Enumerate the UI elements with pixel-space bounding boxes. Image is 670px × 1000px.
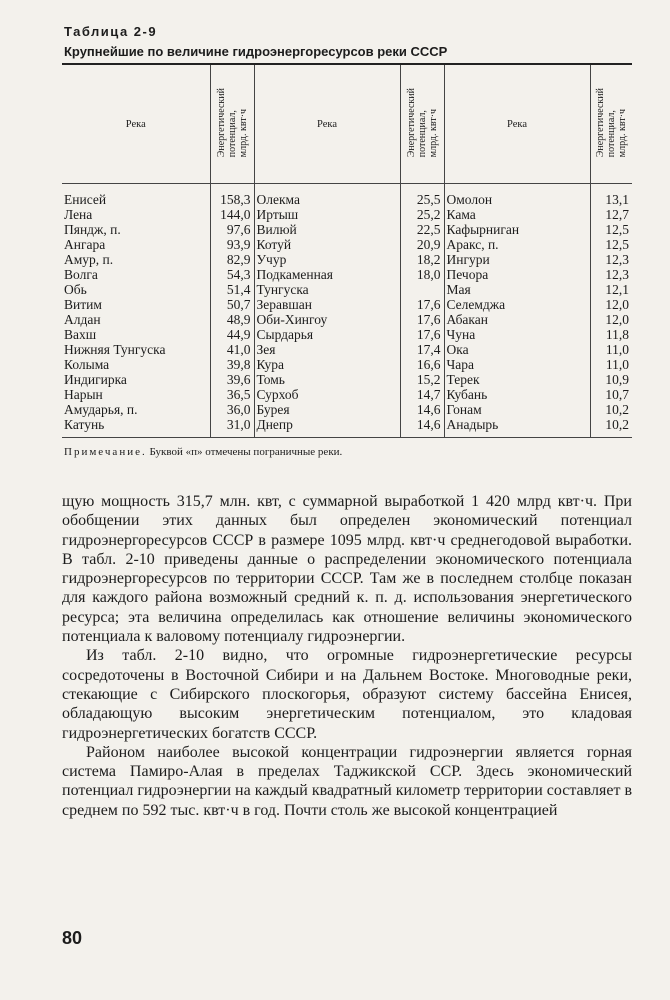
table-row: [62, 237, 632, 252]
river-potential: 12,0: [590, 312, 632, 327]
river-name: Иртыш: [256, 207, 299, 222]
river-name: Зеравшан: [256, 297, 312, 312]
river-name: Нижняя Тунгуска: [64, 342, 166, 357]
river-potential: 25,5: [400, 184, 444, 208]
river-name: Алдан: [64, 312, 101, 327]
river-name: Кафырниган: [446, 222, 520, 237]
river-potential: 39,6: [210, 372, 254, 387]
table-row: [62, 222, 632, 237]
table-label: Таблица 2-9: [64, 24, 158, 39]
table-row: [62, 184, 632, 208]
table-bottom-rule: [62, 437, 632, 438]
river-potential: 93,9: [210, 237, 254, 252]
header-river-3: Река: [444, 65, 590, 184]
river-potential: 36,0: [210, 402, 254, 417]
river-potential: 20,9: [400, 237, 444, 252]
river-name: Амур, п.: [64, 252, 114, 267]
table-row: [62, 267, 632, 282]
river-name: Олекма: [256, 192, 300, 207]
river-name: Гонам: [446, 402, 482, 417]
river-name: Амударья, п.: [64, 402, 138, 417]
page-number: 80: [62, 928, 83, 948]
river-name: Оби-Хингоу: [256, 312, 328, 327]
river-name: Сырдарья: [256, 327, 314, 342]
header-potential-1: Энергетический потенциал, млрд. квт·ч: [210, 65, 254, 184]
river-name: Кура: [256, 357, 284, 372]
header-river-1: Река: [62, 65, 210, 184]
river-potential: 158,3: [210, 184, 254, 208]
river-potential: 17,6: [400, 297, 444, 312]
table-row: [62, 312, 632, 327]
river-name: Учур: [256, 252, 287, 267]
river-name: Ангара: [64, 237, 106, 252]
river-name: Томь: [256, 372, 285, 387]
note-label: Примечание.: [64, 446, 147, 458]
river-name: Кама: [446, 207, 476, 222]
river-potential: 36,5: [210, 387, 254, 402]
table-note: [64, 446, 632, 458]
river-name: Колыма: [64, 357, 110, 372]
river-potential: 11,0: [590, 357, 632, 372]
river-potential: 82,9: [210, 252, 254, 267]
table-row: [62, 417, 632, 437]
river-potential: 51,4: [210, 282, 254, 297]
header-potential-3: Энергетический потенциал, млрд. квт·ч: [590, 65, 632, 184]
table-body: [62, 184, 632, 438]
river-name: Волга: [64, 267, 98, 282]
page: [62, 24, 632, 820]
river-potential: [400, 282, 444, 297]
river-name: Ока: [446, 342, 469, 357]
river-name: Анадырь: [446, 417, 499, 432]
river-name: Чуна: [446, 327, 476, 342]
header-potential-2: Энергетический потенциал, млрд. квт·ч: [400, 65, 444, 184]
river-potential: 14,6: [400, 417, 444, 437]
river-name: Аракс, п.: [446, 237, 499, 252]
river-potential: 12,7: [590, 207, 632, 222]
river-name: Тунгуска: [256, 282, 309, 297]
river-name: Терек: [446, 372, 480, 387]
river-name: Катунь: [64, 417, 105, 432]
river-potential: 10,7: [590, 387, 632, 402]
river-potential: 12,0: [590, 297, 632, 312]
river-potential: 54,3: [210, 267, 254, 282]
table-title: Крупнейшие по величине гидроэнергоресурсов реки СССР: [64, 44, 448, 59]
body-text: [62, 492, 632, 820]
river-potential: 12,5: [590, 237, 632, 252]
river-potential: 13,1: [590, 184, 632, 208]
table-row: [62, 327, 632, 342]
river-potential: 48,9: [210, 312, 254, 327]
river-potential: 12,1: [590, 282, 632, 297]
river-potential: 11,8: [590, 327, 632, 342]
table-row: [62, 357, 632, 372]
river-name: Вилюй: [256, 222, 297, 237]
river-name: Бурея: [256, 402, 290, 417]
table-row: [62, 297, 632, 312]
table-row: [62, 252, 632, 267]
river-name: Печора: [446, 267, 489, 282]
river-potential: 50,7: [210, 297, 254, 312]
header-river-2: Река: [254, 65, 400, 184]
table-row: [62, 282, 632, 297]
river-potential: 12,3: [590, 252, 632, 267]
river-potential: 10,2: [590, 402, 632, 417]
river-name: Зея: [256, 342, 276, 357]
river-name: Лена: [64, 207, 93, 222]
river-potential: 18,2: [400, 252, 444, 267]
river-potential: 17,6: [400, 327, 444, 342]
river-name: Омолон: [446, 192, 493, 207]
river-name: Индигирка: [64, 372, 127, 387]
paragraph-3: Районом наиболее высокой концентрации гидроэнергии является горная система Памиро-Алая в пределах Таджикской ССР. Здесь экономический потенциал гидроэнергии на каждый квадратный километр территории составляет в среднем по 592 тыс. квт·ч в год. Почти столь же высокой концентрацией: [62, 743, 632, 819]
river-name: Котуй: [256, 237, 292, 252]
river-potential: 31,0: [210, 417, 254, 437]
river-potential: 10,9: [590, 372, 632, 387]
river-name: Пяндж, п.: [64, 222, 121, 237]
paragraph-1: щую мощность 315,7 млн. квт, с суммарной выработкой 1 420 млрд квт·ч. При обобщении этих данных был определен экономический потенциал гидроэнергоресурсов СССР в размере 1095 млрд. квт·ч среднегодовой выработки. В табл. 2-10 приведены данные о распределении экономического потенциала гидроэнергоресурсов по территории СССР. Там же в последнем столбце показан для каждого района возможный средний к. п. д. использования энергетического ресурса; эта величина определилась как отношение величины экономического потенциала к валовому потенциалу гидроэнергии.: [62, 493, 632, 646]
river-name: Чара: [446, 357, 475, 372]
table-header-row: [62, 65, 632, 184]
table-row: [62, 372, 632, 387]
table-row: [62, 207, 632, 222]
river-name: Вахш: [64, 327, 97, 342]
river-potential: 12,3: [590, 267, 632, 282]
river-potential: 18,0: [400, 267, 444, 282]
river-name: Обь: [64, 282, 87, 297]
river-potential: 12,5: [590, 222, 632, 237]
river-name: Витим: [64, 297, 102, 312]
river-potential: 144,0: [210, 207, 254, 222]
river-potential: 44,9: [210, 327, 254, 342]
river-potential: 25,2: [400, 207, 444, 222]
note-text: Буквой «п» отмечены пограничные реки.: [146, 446, 343, 458]
river-name: Нарын: [64, 387, 103, 402]
table-row: [62, 387, 632, 402]
table-row: [62, 342, 632, 357]
river-name: Енисей: [64, 192, 107, 207]
river-name: Мая: [446, 282, 471, 297]
river-name: Сурхоб: [256, 387, 299, 402]
river-potential: 17,6: [400, 312, 444, 327]
river-potential: 14,6: [400, 402, 444, 417]
river-name: Абакан: [446, 312, 488, 327]
river-potential: 22,5: [400, 222, 444, 237]
river-name: Подкаменная: [256, 267, 334, 282]
river-potential: 16,6: [400, 357, 444, 372]
rivers-table: [62, 65, 632, 437]
paragraph-2: Из табл. 2-10 видно, что огромные гидроэнергетические ресурсы сосредоточены в Восточной Сибири и на Дальнем Востоке. Многоводные реки, стекающие с Сибирского плоскогорья, образуют систему бассейна Енисея, обладающую высоким энергетическим потенциалом, это кладовая гидроэнергетических богатств СССР.: [62, 647, 632, 742]
table-row: [62, 402, 632, 417]
river-name: Селемджа: [446, 297, 506, 312]
river-potential: 11,0: [590, 342, 632, 357]
river-potential: 14,7: [400, 387, 444, 402]
river-potential: 41,0: [210, 342, 254, 357]
river-name: Ингури: [446, 252, 490, 267]
river-potential: 10,2: [590, 417, 632, 437]
river-potential: 39,8: [210, 357, 254, 372]
river-potential: 15,2: [400, 372, 444, 387]
river-name: Днепр: [256, 417, 293, 432]
river-name: Кубань: [446, 387, 488, 402]
river-potential: 97,6: [210, 222, 254, 237]
river-potential: 17,4: [400, 342, 444, 357]
